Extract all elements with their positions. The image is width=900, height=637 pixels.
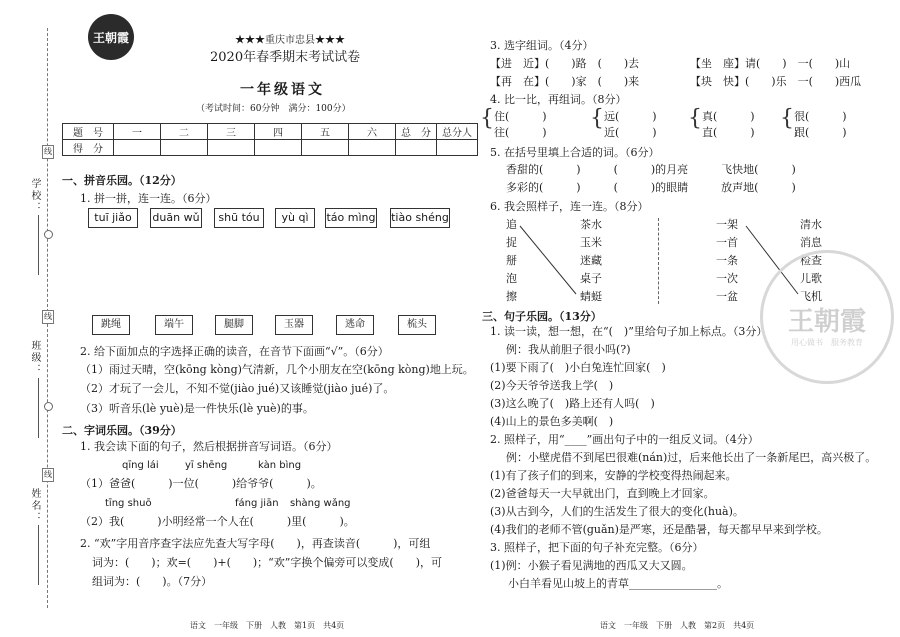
match-item[interactable]: 一架: [716, 218, 738, 231]
question-8: 6. 我会照样子，连一连。（8分）: [490, 200, 649, 213]
match-item[interactable]: 追: [506, 218, 517, 231]
table-cell: 三: [208, 124, 255, 140]
match-item[interactable]: 一首: [716, 236, 738, 249]
compare-item[interactable]: 近( ): [604, 126, 657, 139]
compare-item[interactable]: 真( ): [702, 110, 755, 123]
pinyin-hint: kàn bìng: [258, 460, 302, 471]
pinyin-box[interactable]: duān wǔ: [150, 208, 202, 228]
page-footer: 语文 一年级 下册 人教 第2页 共4页: [600, 621, 755, 630]
sentence-fill[interactable]: （1）爸爸( )一位( )给爷爷( )。: [80, 477, 322, 490]
choose-word[interactable]: 【再 在】( )家 ( )来: [490, 75, 640, 88]
name-label: 姓名：: [29, 488, 40, 524]
match-item[interactable]: 迷藏: [580, 254, 602, 267]
match-item[interactable]: 茶水: [580, 218, 602, 231]
match-item[interactable]: 泡: [506, 272, 517, 285]
table-cell: 一: [114, 124, 161, 140]
match-item[interactable]: 检查: [800, 254, 822, 267]
question-4-line: 词为：( )；欢=( )+( )；“欢”字换个偏旁可以变成( )，可: [92, 556, 443, 569]
match-item[interactable]: 掰: [506, 254, 517, 267]
question-10: 2. 照样子，用“____”画出句子中的一组反义词。（4分）: [490, 433, 759, 446]
word-box[interactable]: 玉器: [275, 315, 313, 335]
section-1-title: 一、拼音乐园。（12分）: [62, 174, 182, 187]
word-box[interactable]: 梳头: [398, 315, 436, 335]
question-5: 3. 选字组词。（4分）: [490, 39, 594, 52]
pinyin-box[interactable]: shū tóu: [214, 208, 264, 228]
pinyin-hint: yī shēng: [185, 460, 228, 471]
example-line: [520, 226, 576, 294]
example-sentence: 例：我从前胆子很小吗(?): [506, 343, 631, 356]
punctuation-item[interactable]: (3)这么晚了( )路上还有人吗( ): [490, 397, 655, 410]
choose-word[interactable]: 【块 快】( )乐 一( )西瓜: [690, 75, 862, 88]
complete-sentence[interactable]: 小白羊看见山坡上的青草________________。: [508, 577, 728, 590]
match-item[interactable]: 一条: [716, 254, 738, 267]
match-item[interactable]: 蜻蜓: [580, 290, 602, 303]
fill-phrase[interactable]: 多彩的( ) ( )的眼睛 放声地( ): [506, 181, 796, 194]
brace: {: [590, 106, 604, 131]
word-box[interactable]: 腿脚: [215, 315, 253, 335]
compare-item[interactable]: 直( ): [702, 126, 755, 139]
class-label: 班级：: [29, 340, 40, 376]
antonym-sentence[interactable]: (3)从古到今，人们的生活发生了很大的变化(huà)。: [490, 505, 744, 518]
match-item[interactable]: 一盆: [716, 290, 738, 303]
pinyin-hint: shàng wǎng: [290, 498, 351, 509]
table-cell: 五: [302, 124, 349, 140]
exam-info: （考试时间：60分钟 满分：100分）: [196, 104, 351, 114]
pinyin-box[interactable]: tuī jiǎo: [88, 208, 138, 228]
compare-item[interactable]: 很( ): [794, 110, 847, 123]
question-11: 3. 照样子，把下面的句子补充完整。（6分）: [490, 541, 704, 554]
question-2-item: （1）雨过天晴，空(kōng kòng)气清新，几个小朋友在空(kōng kòng)地上玩。: [80, 363, 474, 376]
question-2-item: （2）才玩了一会儿，不知不觉(jiào jué)又该睡觉(jiào jué)了。: [80, 382, 395, 395]
punctuation-item[interactable]: (1)要下雨了( )小白兔连忙回家( ): [490, 361, 666, 374]
section-2-title: 二、字词乐园。（39分）: [62, 424, 182, 437]
question-4: 2. “欢”字用音序查字法应先查大写字母( )，再查读音( )，可组: [80, 537, 431, 550]
question-9: 1. 读一读，想一想，在“( )”里给句子加上标点。（3分）: [490, 325, 768, 338]
question-6: 4. 比一比，再组词。（8分）: [490, 93, 627, 106]
antonym-sentence[interactable]: (1)有了孩子们的到来，安静的学校变得热闹起来。: [490, 469, 737, 482]
choose-word[interactable]: 【进 近】( )路 ( )去: [490, 57, 640, 70]
binding-tick-mark: 线: [42, 310, 54, 324]
question-1: 1. 拼一拼，连一连。（6分）: [80, 192, 217, 205]
grade-subject-title: 一年级语文: [240, 82, 325, 98]
pinyin-hint: fáng jiān: [235, 498, 279, 509]
example-sentence: 例：小壁虎借不到尾巴很难(nán)过，后来他长出了一条新尾巴，高兴极了。: [506, 451, 877, 464]
table-cell: 总 分: [396, 124, 437, 140]
question-7: 5. 在括号里填上合适的词。（6分）: [490, 146, 660, 159]
match-item[interactable]: 儿歌: [800, 272, 822, 285]
match-item[interactable]: 桌子: [580, 272, 602, 285]
word-box[interactable]: 逃命: [336, 315, 374, 335]
question-2-item: （3）听音乐(lè yuè)是一件快乐(lè yuè)的事。: [80, 402, 314, 415]
compare-item[interactable]: 住( ): [494, 110, 547, 123]
compare-item[interactable]: 往( ): [494, 126, 547, 139]
watermark-text: 王朝霞: [787, 307, 866, 337]
pinyin-box[interactable]: tiào shéng: [390, 208, 450, 228]
table-cell: 二: [161, 124, 208, 140]
antonym-sentence[interactable]: (2)爸爸每天一大早就出门，直到晚上才回家。: [490, 487, 715, 500]
compare-item[interactable]: 跟( ): [794, 126, 847, 139]
page-footer: 语文 一年级 下册 人教 第1页 共4页: [190, 621, 345, 630]
brace: {: [688, 106, 702, 131]
binding-tick-mark: 线: [42, 468, 54, 482]
fill-phrase[interactable]: 香甜的( ) ( )的月亮 飞快地( ): [506, 163, 796, 176]
sentence-fill[interactable]: （2）我( )小明经常一个人在( )里( )。: [80, 515, 355, 528]
example-sentence: (1)例：小猴子看见满地的西瓜又大又圆。: [490, 559, 693, 572]
punctuation-item[interactable]: (4)山上的景色多美啊( ): [490, 415, 614, 428]
pinyin-hint: qīng lái: [122, 460, 159, 471]
pinyin-hint: tīng shuō: [105, 498, 152, 509]
match-item[interactable]: 玉米: [580, 236, 602, 249]
pinyin-box[interactable]: táo mìng: [325, 208, 377, 228]
question-2: 2. 给下面加点的字选择正确的读音，在音节下面画“√”。（6分）: [80, 345, 389, 358]
brace: {: [480, 106, 494, 131]
table-cell: 得 分: [63, 140, 114, 156]
match-item[interactable]: 捉: [506, 236, 517, 249]
question-3: 1. 我会读下面的句子，然后根据拼音写词语。（6分）: [80, 440, 338, 453]
match-item[interactable]: 一次: [716, 272, 738, 285]
question-4-line: 组词为：( )。（7分）: [92, 575, 213, 588]
binding-tick-mark: 线: [42, 145, 54, 159]
exam-title: 2020年春季期末考试试卷: [210, 50, 361, 65]
compare-item[interactable]: 远( ): [604, 110, 657, 123]
punctuation-item[interactable]: (2)今天爷爷送我上学( ): [490, 379, 614, 392]
section-3-title: 三、句子乐园。（13分）: [482, 310, 602, 323]
school-label: 学校：: [29, 178, 40, 214]
match-item[interactable]: 擦: [506, 290, 517, 303]
publisher-logo: 王朝霞: [88, 14, 134, 60]
match-item[interactable]: 消息: [800, 236, 822, 249]
choose-word[interactable]: 【坐 座】请( ) 一( )山: [690, 57, 851, 70]
publisher-watermark: [760, 250, 894, 384]
brace: {: [780, 106, 794, 131]
match-item[interactable]: 清水: [800, 218, 822, 231]
table-cell: 六: [349, 124, 396, 140]
exam-region: ★★★重庆市忠县★★★: [235, 35, 345, 46]
pinyin-box[interactable]: yù qì: [275, 208, 315, 228]
table-cell: 总分人: [437, 124, 478, 140]
word-box[interactable]: 端午: [155, 315, 193, 335]
table-cell: 题 号: [63, 124, 114, 140]
table-cell: 四: [255, 124, 302, 140]
antonym-sentence[interactable]: (4)我们的老师不管(guǎn)是严寒，还是酷暑，每天都早早来到学校。: [490, 523, 828, 536]
watermark-slogan: 用心做书 服务教育: [791, 338, 863, 347]
match-item[interactable]: 飞机: [800, 290, 822, 303]
word-box[interactable]: 跳绳: [92, 315, 130, 335]
